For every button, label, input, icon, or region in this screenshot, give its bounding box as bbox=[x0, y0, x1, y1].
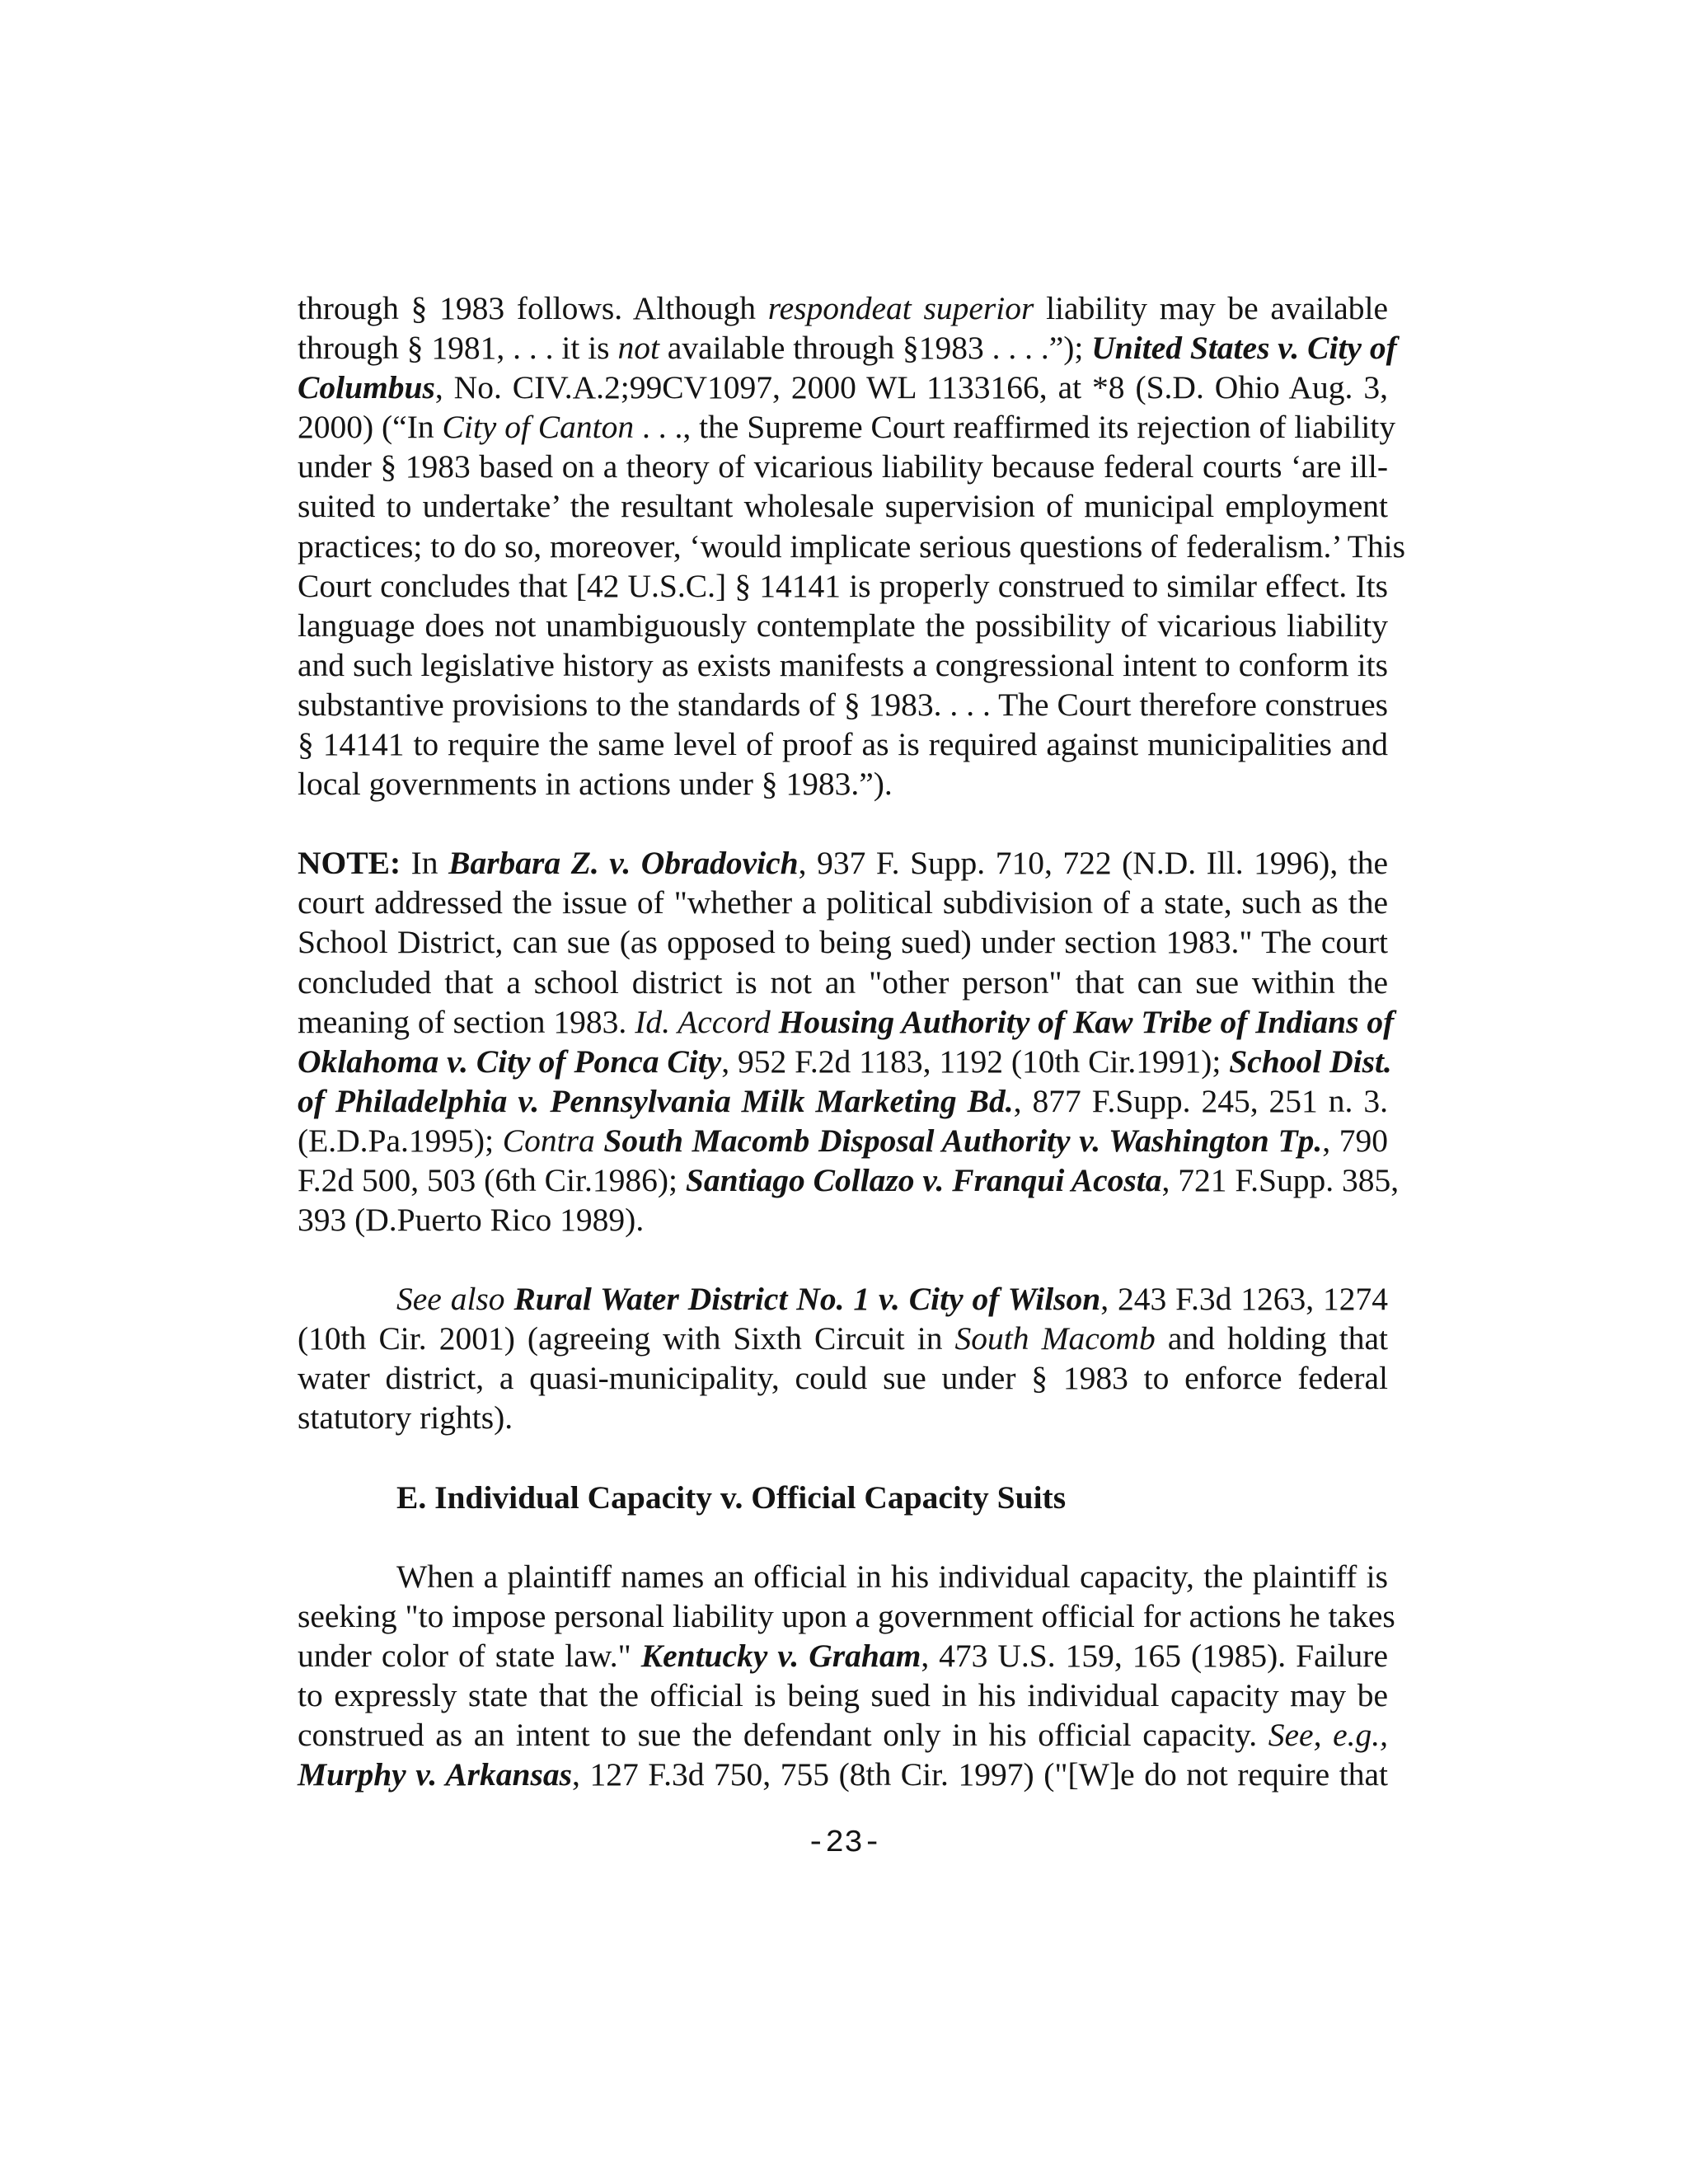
text-line: meaning of section 1983. Id. Accord Housing Authority of Kaw Tribe of Indians of bbox=[298, 1003, 1395, 1040]
text-line: language does not unambiguously contemplate the possibility of vicarious liability bbox=[298, 607, 1388, 644]
text-line: Court concludes that [42 U.S.C.] § 14141 is properly construed to similar effect. Its bbox=[298, 567, 1388, 604]
body-paragraph bbox=[298, 1557, 1395, 1795]
text-line: through § 1981, . . . it is not available through §1983 . . . .”); United States v. City of bbox=[298, 330, 1397, 367]
text-line: NOTE: In Barbara Z. v. Obradovich, 937 F. Supp. 710, 722 (N.D. Ill. 1996), the bbox=[298, 845, 1388, 882]
case-name: Murphy v. Arkansas bbox=[298, 1756, 573, 1793]
text-line: Columbus, No. CIV.A.2;99CV1097, 2000 WL 1133166, at *8 (S.D. Ohio Aug. 3, bbox=[298, 369, 1388, 406]
case-name: of Philadelphia v. Pennsylvania Milk Marketing Bd. bbox=[298, 1082, 1014, 1119]
text-line: See also Rural Water District No. 1 v. City of Wilson, 243 F.3d 1263, 1274 bbox=[396, 1281, 1388, 1318]
case-name: Rural Water District No. 1 v. City of Wilson bbox=[513, 1281, 1101, 1318]
text-line: (10th Cir. 2001) (agreeing with Sixth Circuit in South Macomb and holding that bbox=[298, 1320, 1388, 1357]
case-name: School Dist. bbox=[1229, 1043, 1392, 1080]
case-name: Santiago Collazo v. Franqui Acosta bbox=[685, 1161, 1162, 1198]
text-line: F.2d 500, 503 (6th Cir.1986); Santiago Collazo v. Franqui Acosta, 721 F.Supp. 385, bbox=[298, 1161, 1400, 1198]
text-line: Murphy v. Arkansas, 127 F.3d 750, 755 (8th Cir. 1997) ("[W]e do not require that bbox=[298, 1756, 1388, 1793]
text-line: to expressly state that the official is being sued in his individual capacity may be bbox=[298, 1676, 1388, 1713]
section-heading: E. Individual Capacity v. Official Capacity Suits bbox=[396, 1479, 1067, 1516]
text-line: Oklahoma v. City of Ponca City, 952 F.2d 1183, 1192 (10th Cir.1991); School Dist. bbox=[298, 1043, 1392, 1080]
quotation-paragraph bbox=[298, 288, 1406, 804]
text-line: court addressed the issue of "whether a political subdivision of a state, such as the bbox=[298, 884, 1388, 921]
text-line: local governments in actions under § 1983.”). bbox=[298, 766, 893, 803]
text-line: of Philadelphia v. Pennsylvania Milk Marketing Bd., 877 F.Supp. 245, 251 n. 3. bbox=[298, 1082, 1388, 1119]
document-page bbox=[298, 288, 1406, 1794]
case-name: Housing Authority of Kaw Tribe of Indians of bbox=[778, 1003, 1395, 1040]
case-name: South Macomb Disposal Authority v. Washington Tp. bbox=[603, 1122, 1323, 1159]
page-number: -23- bbox=[806, 1825, 882, 1861]
text-line: When a plaintiff names an official in his individual capacity, the plaintiff is bbox=[396, 1558, 1388, 1595]
case-name: United States v. City of bbox=[1091, 330, 1397, 367]
text-line: through § 1983 follows. Although respondeat superior liability may be available bbox=[298, 290, 1388, 326]
text-line: § 14141 to require the same level of proof as is required against municipalities and bbox=[298, 726, 1388, 763]
case-name: Columbus bbox=[298, 369, 435, 406]
text-line: statutory rights). bbox=[298, 1399, 513, 1436]
text-line: and such legislative history as exists manifests a congressional intent to conform its bbox=[298, 646, 1388, 683]
text-line: construed as an intent to sue the defendant only in his official capacity. See, e.g., bbox=[298, 1717, 1388, 1753]
text-line: substantive provisions to the standards of § 1983. . . . The Court therefore construes bbox=[298, 686, 1388, 723]
case-name: Barbara Z. v. Obradovich bbox=[448, 845, 799, 882]
case-name: Oklahoma v. City of Ponca City bbox=[298, 1043, 722, 1080]
text-line: practices; to do so, moreover, ‘would implicate serious questions of federalism.’ This bbox=[298, 527, 1406, 565]
note-label: NOTE: bbox=[298, 845, 401, 882]
text-line: seeking "to impose personal liability upon a government official for actions he takes bbox=[298, 1597, 1395, 1634]
note-paragraph bbox=[298, 843, 1400, 1240]
text-line: suited to undertake’ the resultant wholesale supervision of municipal employment bbox=[298, 488, 1388, 525]
case-name: Kentucky v. Graham bbox=[640, 1637, 921, 1674]
text-line: (E.D.Pa.1995); Contra South Macomb Disposal Authority v. Washington Tp., 790 bbox=[298, 1122, 1389, 1159]
text-line: 393 (D.Puerto Rico 1989). bbox=[298, 1202, 645, 1239]
text-line: 2000) (“In City of Canton . . ., the Supreme Court reaffirmed its rejection of liability bbox=[298, 409, 1396, 446]
text-line: under color of state law." Kentucky v. Graham, 473 U.S. 159, 165 (1985). Failure bbox=[298, 1637, 1388, 1674]
see-also-paragraph bbox=[298, 1279, 1388, 1437]
text-line: concluded that a school district is not an "other person" that can sue within the bbox=[298, 963, 1388, 1001]
text-line: School District, can sue (as opposed to being sued) under section 1983." The court bbox=[298, 924, 1388, 961]
text-line: water district, a quasi-municipality, could sue under § 1983 to enforce federal bbox=[298, 1360, 1388, 1397]
text-line: under § 1983 based on a theory of vicarious liability because federal courts ‘are ill- bbox=[298, 448, 1388, 485]
